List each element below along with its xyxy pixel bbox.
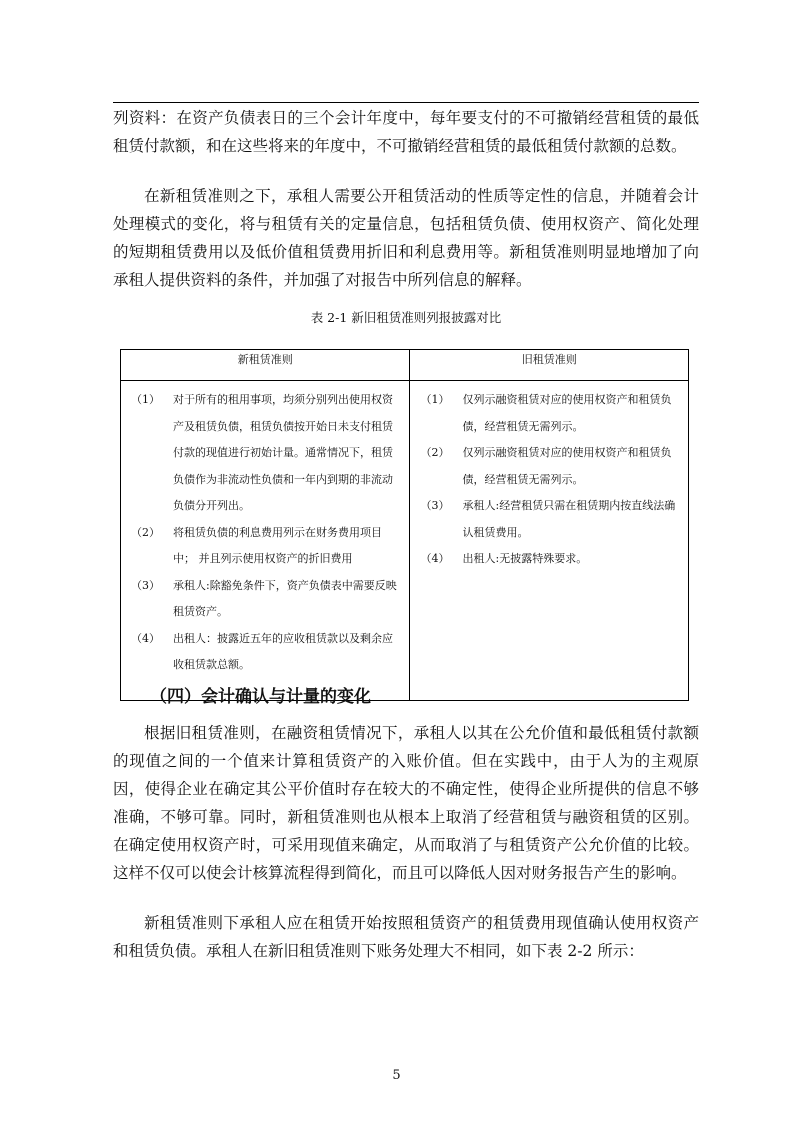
item-text: 将租赁负债的利息费用列示在财务费用项目中； 并且列示使用权资产的折旧费用 [173,525,382,565]
table-row [121,381,689,701]
table-header-row [121,350,689,381]
old-standard-cell [410,381,689,701]
list-item [121,573,409,626]
item-text: 对于所有的租用事项，均须分别列出使用权资产及租赁负债，租赁负债按开始日未支付租赁付款的现值进行初始计量。通常情况下，租赁负债作为非流动性负债和一年内到期的非流动负债分开列出。 [173,393,393,512]
item-number: （4） [420,552,450,565]
item-number: （2） [420,446,450,459]
paragraph-2: 在新租赁准则之下，承租人需要公开租赁活动的性质等定性的信息，并随着会计处理模式的变化，将与租赁有关的定量信息，包括租赁负债、使用权资产、简化处理的短期租赁费用以及低价值租赁费用折旧和利息费用等。新租赁准则明显地增加了向承租人提供资料的条件，并加强了对报告中所列信息的解释。 [113,187,699,289]
section-heading: （四）会计确认与计量的变化 [150,687,371,707]
list-item [121,387,409,520]
header-new-standard: 新租赁准则 [121,350,410,381]
item-text: 出租人:无披露特殊要求。 [462,552,588,565]
list-item [410,493,688,546]
header-rule [113,102,699,103]
item-number: （4） [131,631,160,645]
list-item [121,520,409,573]
item-number: （1） [420,393,450,406]
item-number: （3） [420,499,450,512]
list-item [410,387,688,440]
list-item [121,626,409,679]
item-text: 仅列示融资租赁对应的使用权资产和租赁负债，经营租赁无需列示。 [462,446,672,486]
item-number: （2） [131,525,160,539]
item-text: 出租人：披露近五年的应收租赁款以及剩余应收租赁款总额。 [173,631,393,671]
page-number: 5 [392,1068,401,1083]
table-caption: 表 2-1 新旧租赁准则列报披露对比 [310,310,502,325]
comparison-table [120,349,689,701]
item-number: （1） [131,393,160,406]
item-text: 承租人:除豁免条件下，资产负债表中需要反映租赁资产。 [173,578,397,618]
header-old-standard: 旧租赁准则 [410,350,689,381]
item-text: 承租人:经营租赁只需在租赁期内按直线法确认租赁费用。 [462,499,676,539]
list-item [410,440,688,493]
item-number: （3） [131,578,160,592]
intro-paragraph: 列资料：在资产负债表日的三个会计年度中，每年要支付的不可撤销经营租赁的最低租赁付款额，和在这些将来的年度中，不可撤销经营租赁的最低租赁付款额的总数。 [113,109,699,155]
paragraph-4: 新租赁准则下承租人应在租赁开始按照租赁资产的租赁费用现值确认使用权资产和租赁负债。承租人在新旧租赁准则下账务处理大不相同，如下表 2-2 所示： [113,914,699,960]
paragraph-3: 根据旧租赁准则，在融资租赁情况下，承租人以其在公允价值和最低租赁付款额的现值之间的一个值来计算租赁资产的入账价值。但在实践中，由于人为的主观原因，使得企业在确定其公平价值时存在较大的不确定性，使得企业所提供的信息不够准确，不够可靠。同时，新租赁准则也从根本上取消了经营租赁与融资租赁的区别。在确定使用权资产时，可采用现值来确定，从而取消了与租赁资产公允价值的比较。这样不仅可以使会计核算流程得到简化，而且可以降低人因对财务报告产生的影响。 [113,724,699,882]
item-text: 仅列示融资租赁对应的使用权资产和租赁负债，经营租赁无需列示。 [462,393,672,433]
list-item [410,546,688,573]
new-standard-cell [121,381,410,701]
